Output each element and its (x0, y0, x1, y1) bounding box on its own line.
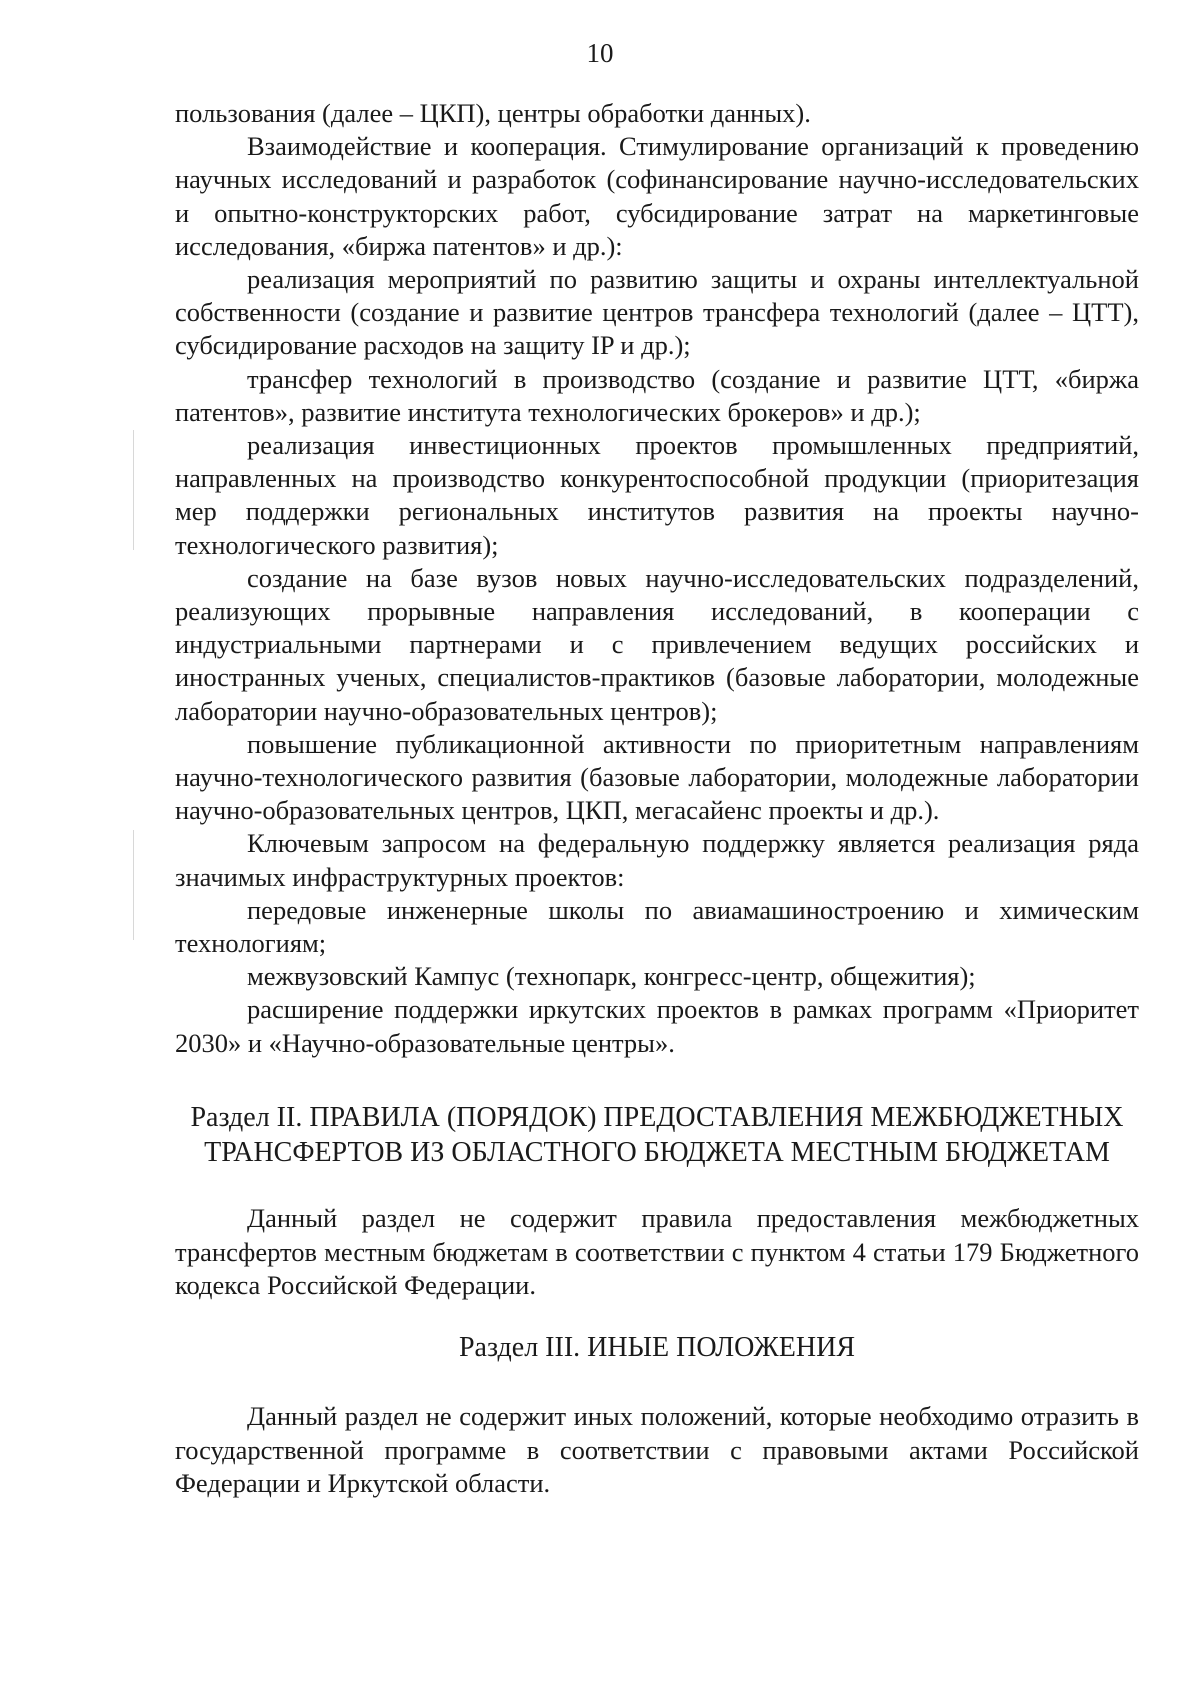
paragraph: расширение поддержки иркутских проектов в рамках программ «Приоритет 2030» и «Научно-образовательные центры». (175, 994, 1139, 1058)
paragraph: создание на базе вузов новых научно-исследовательских подразделений, реализующих прорывные направления исследований, в кооперации с индустриальными партнерами и с привлечением ведущих российских и иностранных ученых, специалистов-практиков (базовые лаборатории, молодежные лаборатории научно-образовательных центров); (175, 562, 1139, 726)
scan-margin-mark (133, 830, 134, 940)
body-text (175, 97, 1139, 1060)
paragraph: реализация мероприятий по развитию защиты и охраны интеллектуальной собственности (создание и развитие центров трансфера технологий (далее – ЦТТ), субсидирование расходов на защиту IP и др.); (175, 264, 1139, 361)
page-number: 10 (586, 38, 614, 68)
paragraph: межвузовский Кампус (технопарк, конгресс-центр, общежития); (247, 961, 976, 992)
section-3-heading (175, 1330, 1139, 1365)
section-3-text: Данный раздел не содержит иных положений, которые необходимо отразить в государственной программе в соответствии с правовыми актами Российской Федерации и Иркутской области. (175, 1401, 1139, 1498)
paragraph: Взаимодействие и кооперация. Стимулирование организаций к проведению научных исследований и разработок (софинансирование научно-исследовательских и опытно-конструкторских работ, субсидирование затрат на маркетинговые исследования, «биржа патентов» и др.): (175, 131, 1139, 261)
section-2-text: Данный раздел не содержит правила предоставления межбюджетных трансфертов местным бюджетам в соответствии с пунктом 4 статьи 179 Бюджетного кодекса Российской Федерации. (175, 1203, 1139, 1300)
paragraph: трансфер технологий в производство (создание и развитие ЦТТ, «биржа патентов», развитие института технологических брокеров» и др.); (175, 363, 1139, 427)
paragraph: повышение публикационной активности по приоритетным направлениям научно-технологического развития (базовые лаборатории, молодежные лаборатории научно-образовательных центров, ЦКП, мегасайенс проекты и др.). (175, 728, 1139, 826)
section-2-body (175, 1202, 1139, 1303)
section-2-title-line-1: Раздел II. ПРАВИЛА (ПОРЯДОК) ПРЕДОСТАВЛЕНИЯ МЕЖБЮДЖЕТНЫХ (190, 1102, 1124, 1133)
section-3-title: Раздел III. ИНЫЕ ПОЛОЖЕНИЯ (458, 1332, 855, 1363)
paragraph: реализация инвестиционных проектов промышленных предприятий, направленных на производство конкурентоспособной продукции (приоритезация мер поддержки региональных институтов развития на проекты научно-технологического развития); (175, 430, 1139, 560)
paragraph: пользования (далее – ЦКП), центры обработки данных). (175, 98, 811, 128)
scan-margin-mark (133, 430, 134, 550)
paragraph: передовые инженерные школы по авиамашиностроению и химическим технологиям; (175, 894, 1139, 959)
section-2-heading (175, 1100, 1139, 1170)
section-3-body (175, 1400, 1139, 1501)
paragraph: Ключевым запросом на федеральную поддержку является реализация ряда значимых инфраструктурных проектов: (175, 828, 1139, 892)
section-2-title-line-2: ТРАНСФЕРТОВ ИЗ ОБЛАСТНОГО БЮДЖЕТА МЕСТНЫМ БЮДЖЕТАМ (204, 1137, 1110, 1168)
